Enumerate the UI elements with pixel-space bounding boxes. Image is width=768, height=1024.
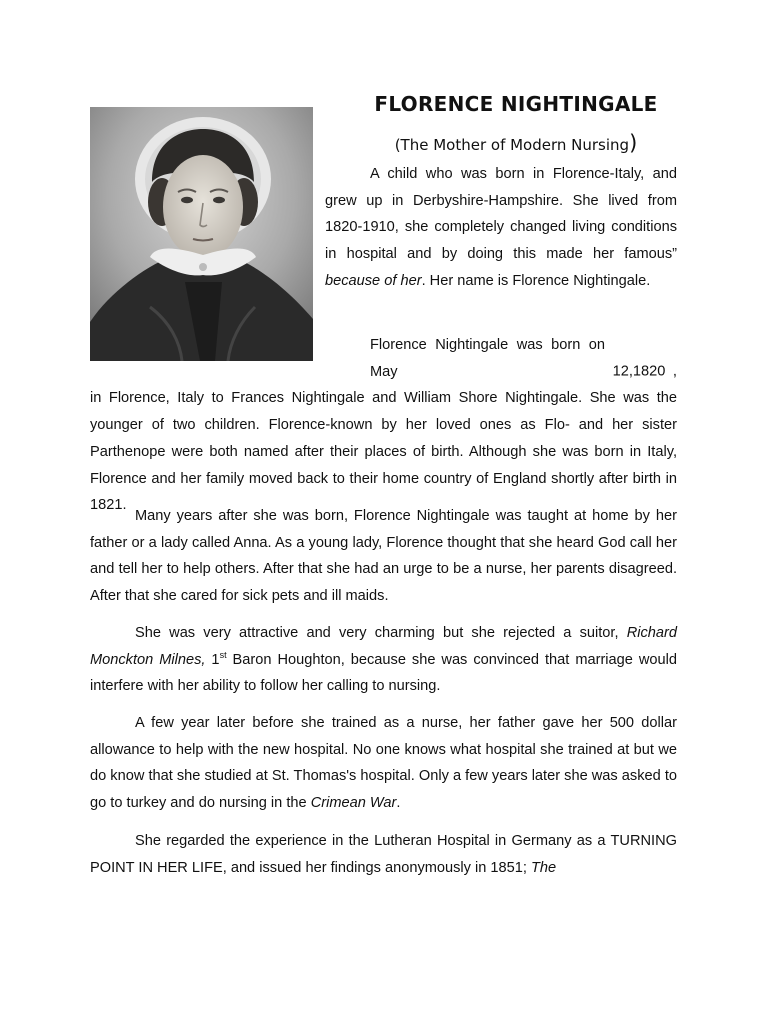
- document-title: FLORENCE NIGHTINGALE: [374, 92, 658, 116]
- emphasis-text: because of her: [325, 272, 422, 289]
- subtitle-text: (The Mother of Modern Nursing: [394, 136, 630, 154]
- emphasis-text: The: [531, 859, 557, 876]
- subtitle-close-paren: ): [629, 131, 638, 155]
- paragraph-training: [90, 710, 677, 817]
- paragraph-suitor: [90, 620, 677, 700]
- emphasis-text: Crimean War: [310, 795, 397, 812]
- portrait-photo: [90, 107, 313, 361]
- paragraph-lead: Florence Nightingale was born on May: [370, 337, 605, 380]
- paragraph-text: She regarded the experience in the Lutheran Hospital in Germany as a TURNING POINT IN HER LIFE, and issued her findings anonymously in 1851;: [90, 833, 677, 876]
- document-subtitle: [330, 131, 702, 155]
- paragraph-text: Baron Houghton, because she was convinced that marriage would interfere with her ability to follow her calling to nursing.: [90, 651, 677, 695]
- paragraph-turning-point: [90, 828, 677, 881]
- paragraph-text: . Her name is Florence Nightingale.: [421, 272, 651, 289]
- paragraph-text: 12,1820 , in Florence, Italy to Frances Nightingale and William Shore Nightingale. She was the younger of two children. Florence-known by her loved ones as Flo- and her sister Parthenope were both named after their places of birth. Although she was born in Italy, Florence and her family moved back to their home country of England shortly after birth in 1821.: [90, 363, 677, 514]
- paragraph-text: She was very attractive and very charming but she rejected a suitor,: [135, 625, 627, 641]
- paragraph-intro: [325, 161, 677, 295]
- paragraph-text: 1: [205, 651, 220, 668]
- paragraph-childhood: Many years after she was born, Florence Nightingale was taught at home by her father or a lady called Anna. As a young lady, Florence thought that she heard God call her and tell her to help others. After that she had an urge to be a nurse, her parents disagreed. After that she cared for sick pets and ill maids.: [90, 508, 677, 605]
- paragraph-text: .: [396, 795, 401, 812]
- emphasis-text: Richard Monckton Milnes,: [90, 625, 677, 668]
- paragraph-text: A child who was born in Florence-Italy, and grew up in Derbyshire-Hampshire. She lived from 1820-1910, she completely changed living conditions in hospital and by doing this made her famous”: [325, 166, 677, 263]
- ordinal-superscript: st: [219, 649, 227, 660]
- paragraph-text: A few year later before she trained as a nurse, her father gave her 500 dollar allowance to help with the new hospital. No one knows what hospital she trained at but we do know that she studied at St. Thomas's hospital. Only a few years later she was asked to go to turkey and do nursing in the: [90, 715, 677, 812]
- paragraph-birth: [90, 332, 677, 519]
